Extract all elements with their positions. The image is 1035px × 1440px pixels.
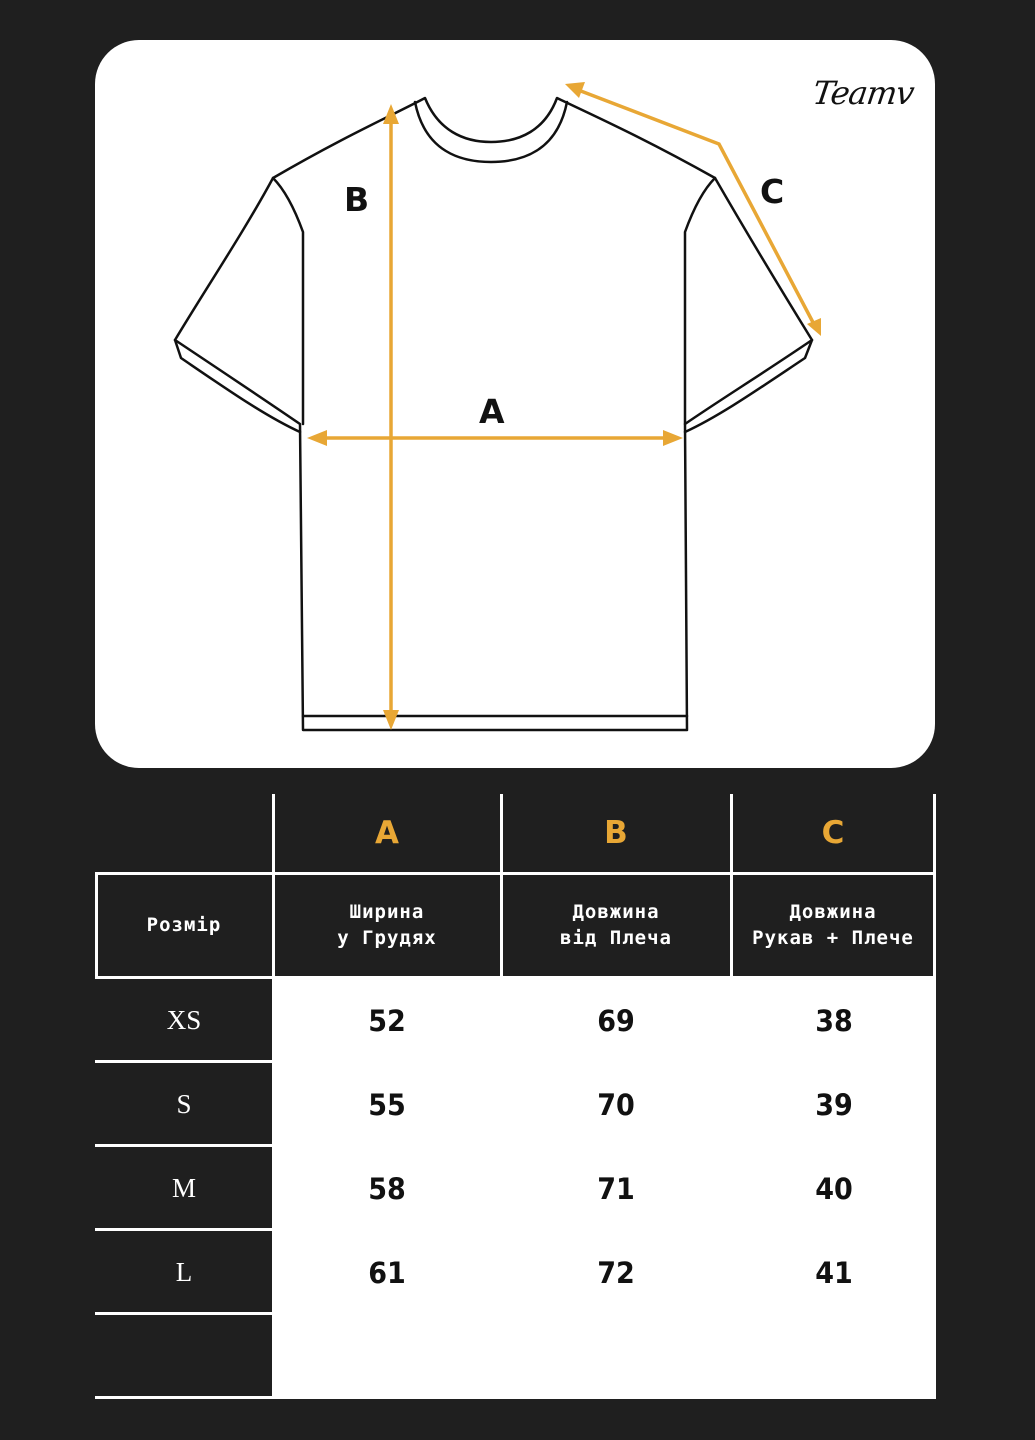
column-letter-a: A [375,815,399,851]
table-divider [95,976,936,979]
table-cell: 72 [507,1235,725,1312]
dimension-c-label: C [760,172,785,211]
table-cell: 55 [279,1067,495,1144]
column-letter-b: B [604,815,628,851]
table-cell: 41 [737,1235,931,1312]
t-shirt-outline-icon [95,40,935,768]
dimension-a-label: A [479,392,505,431]
table-cell: 52 [279,983,495,1060]
table-cell: 39 [737,1067,931,1144]
size-label-xs: XS [166,1004,202,1035]
table-divider [95,872,936,875]
table-divider [95,1312,936,1315]
brand-logo: Teamv [810,74,916,112]
column-letter-c: C [821,815,845,851]
table-cell: 61 [279,1235,495,1312]
size-column-header: Розмір [146,914,222,936]
table-cell: 71 [507,1151,725,1228]
table-divider [95,1396,936,1399]
table-cell: 70 [507,1067,725,1144]
table-cell: 38 [737,983,931,1060]
table-divider [95,1144,936,1147]
table-divider [95,1060,936,1063]
table-divider [730,794,733,1399]
size-table [95,794,937,1399]
size-label-empty [95,1316,273,1396]
table-cell: 58 [279,1151,495,1228]
size-label-m: M [171,1172,196,1203]
table-divider [272,794,275,1399]
table-divider [95,872,98,978]
size-label-l: L [175,1256,193,1287]
table-divider [933,794,936,1399]
table-divider [95,1228,936,1231]
table-cell: 40 [737,1151,931,1228]
size-label-s: S [176,1088,192,1119]
column-label-b: Довжина від Плеча [560,901,672,949]
size-diagram-card [95,40,935,768]
column-label-a: Ширина у Грудях [337,901,437,949]
table-cell: 69 [507,983,725,1060]
dimension-b-label: B [344,180,370,219]
table-divider [500,794,503,1399]
column-label-c: Довжина Рукав + Плече [752,901,914,949]
